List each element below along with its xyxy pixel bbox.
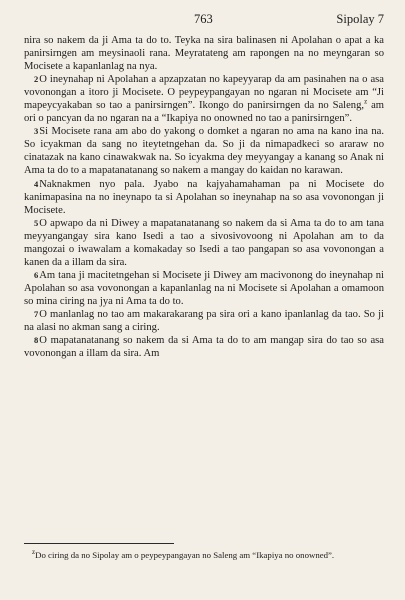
footnote-reference[interactable]: z [364, 97, 368, 106]
footnote [32, 550, 377, 561]
footnote-divider [24, 543, 174, 544]
document-page [24, 12, 384, 592]
paragraph-text: O manlanlag no tao am makarakarang pa sira ori a kano ipanlanlag da tao. So ji na alasi no akman sang a ciring. [24, 308, 384, 334]
verse-number: 4 [34, 178, 39, 189]
footnote-text: Do ciring da no Sipolay am o peypeypangayan no Saleng am “Ikapiya no onowned”. [35, 550, 335, 560]
paragraph-8 [24, 334, 384, 360]
body-text [24, 34, 384, 360]
footnote-mark: z [32, 548, 36, 557]
paragraph-text: Si Mocisete rana am abo do yakong o domket a ngaran no ama na kano ina na. So icyakman da sang no iteytetngehan da. So ji da nimapadkeci so araraw no cinatazak na kano cinawakwak na. So icyakma dey meyyangay a kanang so Anak ni Ama ta do to a mapatanatanang so nakem a mangay do kaidan no karawan. [24, 126, 384, 177]
page-number: 763 [194, 12, 213, 26]
paragraph-2 [24, 73, 384, 125]
paragraph-6 [24, 269, 384, 308]
running-title: Sipolay 7 [336, 12, 384, 26]
paragraph-7 [24, 308, 384, 334]
paragraph-text: O ineynahap ni Apolahan a apzapzatan no kapeyyarap da am pasinahen na o asa vovonongan a itoro ji Mocisete. O peypeypangayan no ngaran ni Mocisete am “Ji mapeycyakaban so tao a panirsirngen”. Ikongo do panirsirngen da no Saleng, [24, 74, 384, 112]
paragraph-text: Am tana ji macitetngehan si Mocisete ji Diwey am macivonong do ineynahap ni Apolahan so asa vovonongan a kapanlanlag na ni Mocisete si Apolahan a omamoon so mina ciring na jya ni Ama ta do to. [24, 269, 384, 307]
verse-number: 2 [34, 74, 39, 85]
verse-number: 7 [34, 308, 39, 319]
verse-number: 8 [34, 335, 39, 346]
paragraph-text: O mapatanatanang so nakem da si Ama ta do to am mangap sira do tao so asa vovonongan a illam da sira. Am [24, 335, 384, 360]
paragraph-text: O apwapo da ni Diwey a mapatanatanang so nakem da si Ama ta do to am tana meyyangangay sira kano Isedi a tao a sivosivovoong ni Apolahan am to da mangozai o iwawalam a komakaday so Isedi a tao pangapan so asa vovonongan a kanen da a illam da sira. [24, 217, 384, 268]
verse-number: 3 [34, 126, 39, 137]
paragraph-text-continued: am ori o pancyan da no ngaran na a “Ikapiya no onowned no tao a panirsirngen”. [24, 100, 385, 125]
paragraph-1 [24, 34, 384, 73]
verse-number: 6 [34, 269, 39, 280]
paragraph-text: Naknakmen nyo pala. Jyabo na kajyahamahaman pa ni Mocisete do kanimapasina na no ineynapo ta si Apolahan so ineynahap na so asa vovonongan ji Mocisete. [24, 178, 384, 216]
page-header [24, 12, 384, 34]
paragraph-text: nira so nakem da ji Ama ta do to. Teyka na sira balinasen ni Apolahan o apat a ka panirsirngen am meysinaoli rana. Meyratateng am rapongen na no meyngaran so Mocisete a kapanlanlag na nya. [24, 35, 384, 73]
paragraph-5 [24, 217, 384, 269]
paragraph-4 [24, 178, 384, 217]
paragraph-3 [24, 125, 384, 177]
verse-number: 5 [34, 217, 39, 228]
